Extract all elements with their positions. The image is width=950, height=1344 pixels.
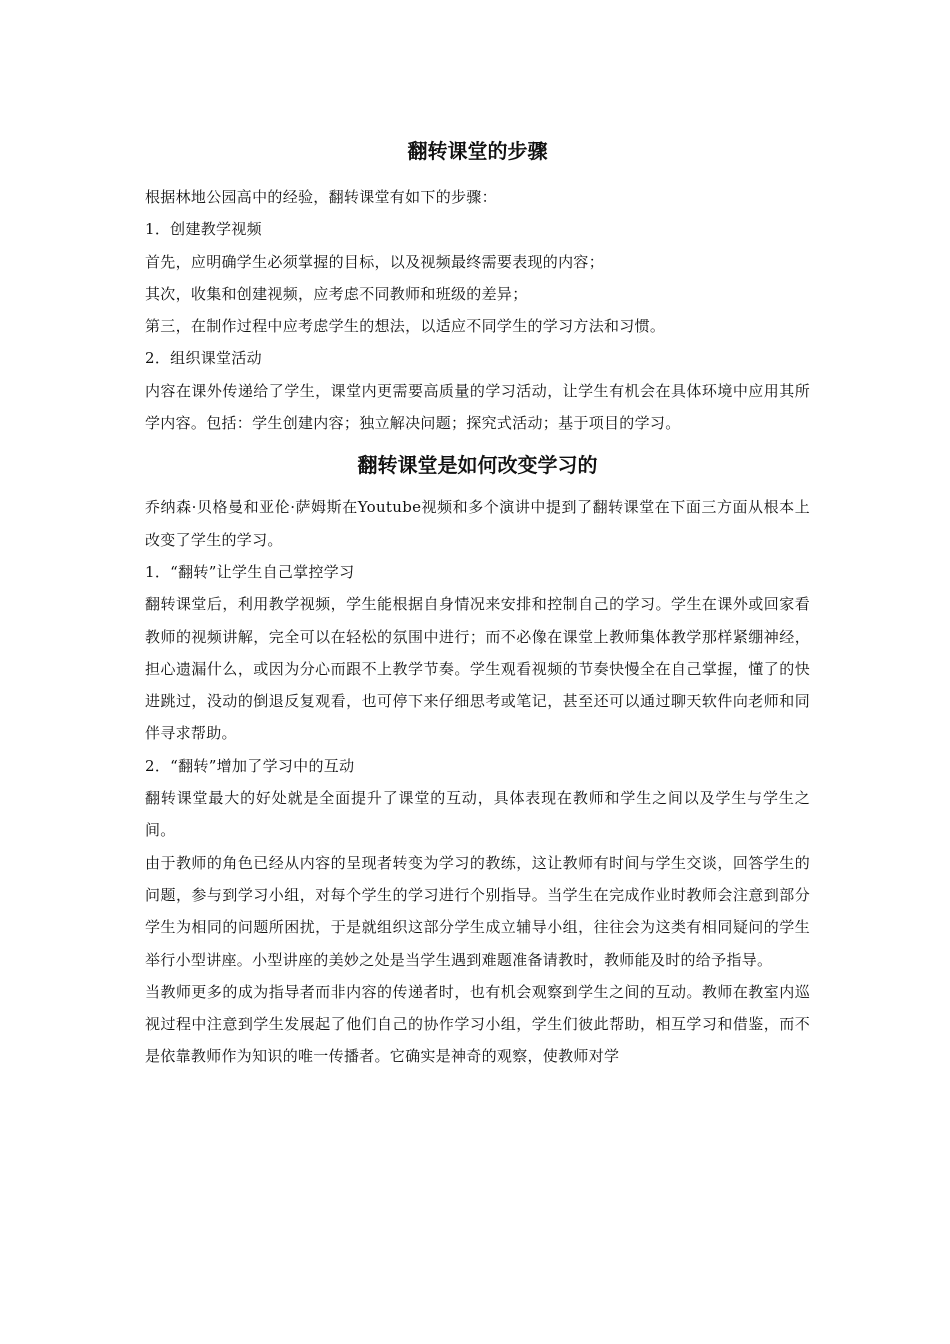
paragraph: 内容在课外传递给了学生，课堂内更需要高质量的学习活动，让学生有机会在具体环境中应用其所学内容。包括：学生创建内容；独立解决问题；探究式活动；基于项目的学习。 — [145, 381, 810, 433]
section-title-steps: 翻转课堂的步骤 — [407, 139, 548, 163]
list-heading: 1．“翻转”让学生自己掌控学习 — [145, 562, 355, 581]
paragraph: 当教师更多的成为指导者而非内容的传递者时，也有机会观察到学生之间的互动。教师在教室内巡视过程中注意到学生发展起了他们自己的协作学习小组，学生们彼此帮助，相互学习和借鉴，而不是依靠教师作为知识的唯一传播者。它确实是神奇的观察，使教师对学 — [145, 982, 810, 1066]
list-heading: 1．创建教学视频 — [145, 220, 262, 239]
paragraph: 根据林地公园高中的经验，翻转课堂有如下的步骤： — [145, 188, 497, 206]
list-heading: 2．组织课堂活动 — [145, 349, 262, 368]
section-steps — [145, 181, 810, 439]
document-body — [145, 135, 810, 1073]
paragraph: 第三，在制作过程中应考虑学生的想法，以适应不同学生的学习方法和习惯。 — [145, 317, 666, 336]
paragraph: 其次，收集和创建视频，应考虑不同教师和班级的差异； — [145, 284, 528, 303]
section-how-it-changes — [145, 491, 810, 1072]
paragraph: 翻转课堂最大的好处就是全面提升了课堂的互动，具体表现在教师和学生之间以及学生与学生之间。 — [145, 789, 810, 840]
paragraph: 乔纳森·贝格曼和亚伦·萨姆斯在Youtube视频和多个演讲中提到了翻转课堂在下面三方面从根本上改变了学生的学习。 — [145, 498, 810, 549]
paragraph: 由于教师的角色已经从内容的呈现者转变为学习的教练，这让教师有时间与学生交谈，回答学生的问题，参与到学习小组，对每个学生的学习进行个别指导。当学生在完成作业时教师会注意到部分学生为相同的问题所困扰，于是就组织这部分学生成立辅导小组，往往会为这类有相同疑问的学生举行小型讲座。小型讲座的美妙之处是当学生遇到难题准备请教时，教师能及时的给予指导。 — [145, 853, 810, 969]
list-heading: 2．“翻转”增加了学习中的互动 — [145, 756, 355, 775]
section-title-how-it-changes: 翻转课堂是如何改变学习的 — [357, 453, 598, 478]
paragraph: 首先，应明确学生必须掌握的目标，以及视频最终需要表现的内容； — [145, 252, 605, 271]
paragraph: 翻转课堂后，利用教学视频，学生能根据自身情况来安排和控制自己的学习。学生在课外或回家看教师的视频讲解，完全可以在轻松的氛围中进行；而不必像在课堂上教师集体教学那样紧绷神经，担心遗漏什么，或因为分心而跟不上教学节奏。学生观看视频的节奏快慢全在自己掌握，懂了的快进跳过，没动的倒退反复观看，也可停下来仔细思考或笔记，甚至还可以通过聊天软件向老师和同伴寻求帮助。 — [145, 595, 810, 743]
